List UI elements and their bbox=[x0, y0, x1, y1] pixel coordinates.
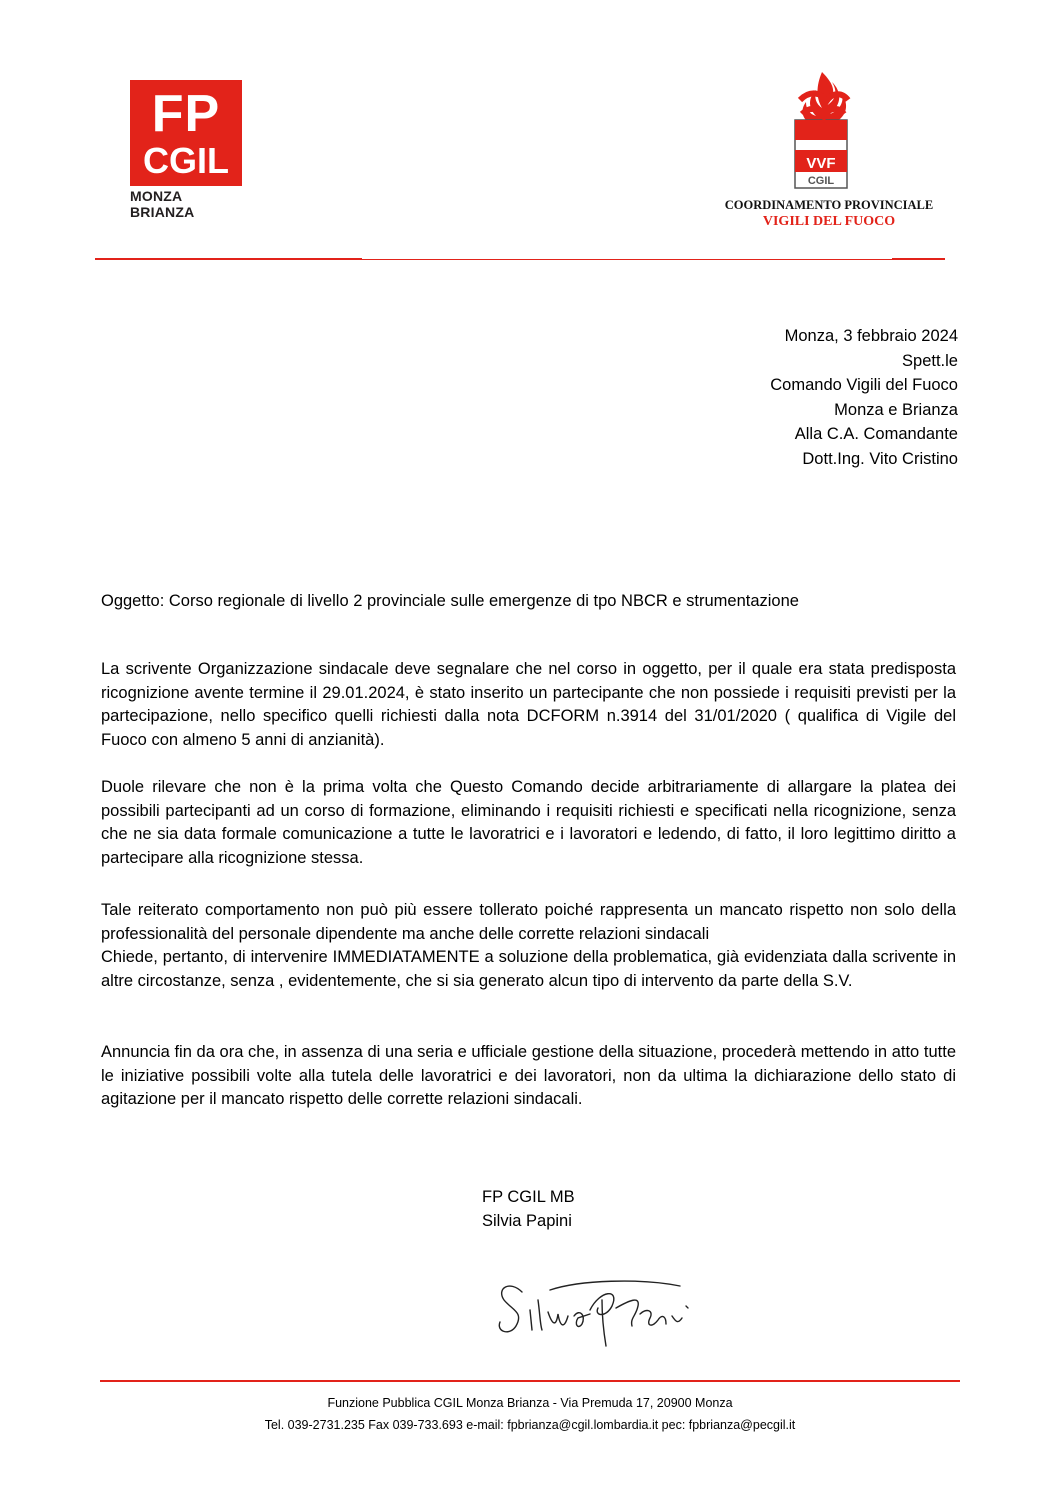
body-paragraph-3 bbox=[101, 899, 956, 993]
body-paragraph-2 bbox=[101, 776, 956, 870]
vvf-cgil-logo bbox=[792, 70, 852, 192]
footer-contacts: Tel. 039-2731.235 Fax 039-733.693 e-mail: fpbrianza@cgil.lombardia.it pec: fpbrianza@pecgil.it bbox=[264, 1418, 796, 1432]
address-line: Alla C.A. Comandante bbox=[794, 425, 958, 444]
subject-line: Oggetto: Corso regionale di livello 2 provinciale sulle emergenze di tpo NBCR e strumentazione bbox=[101, 592, 799, 610]
body-paragraph-1 bbox=[101, 658, 956, 752]
vvf-badge-text-top: VVF bbox=[806, 155, 836, 172]
header-divider-thin bbox=[362, 259, 892, 260]
signature-name: Silvia Papini bbox=[482, 1212, 572, 1230]
signature-scribble-icon bbox=[490, 1270, 710, 1350]
paragraph-text: Tale reiterato comportamento non può più essere tollerato poiché rappresenta un mancato rispetto non solo della professionalità del personale dipendente ma anche delle corrette relazioni sindacali bbox=[101, 901, 956, 943]
date-line: Monza, 3 febbraio 2024 bbox=[784, 327, 958, 345]
address-line: Dott.Ing. Vito Cristino bbox=[802, 449, 958, 468]
footer-divider bbox=[100, 1380, 960, 1382]
address-line: Spett.le bbox=[902, 351, 958, 370]
flame-badge-icon bbox=[792, 70, 852, 192]
recipient-address bbox=[600, 324, 958, 472]
vvf-badge-text-bottom: CGIL bbox=[807, 175, 835, 187]
signature-block bbox=[482, 1185, 575, 1233]
fp-cgil-logo bbox=[130, 80, 242, 186]
body-paragraph-4 bbox=[101, 1041, 956, 1112]
handwritten-signature bbox=[490, 1270, 710, 1350]
footer-address: Funzione Pubblica CGIL Monza Brianza - Via Premuda 17, 20900 Monza bbox=[327, 1396, 733, 1410]
fp-logo-subtitle: MONZA BRIANZA bbox=[130, 188, 195, 220]
paragraph-text: Chiede, pertanto, di intervenire IMMEDIATAMENTE a soluzione della problematica, già evidenziata dalla scrivente in altre circostanze, senza , evidentemente, che si sia generato alcun tipo di intervento da parte della S.V. bbox=[101, 948, 956, 990]
paragraph-text: La scrivente Organizzazione sindacale deve segnalare che nel corso in oggetto, per il quale era stata predisposta ricognizione avente termine il 29.01.2024, è stato inserito un partecipante che non possiede i requisiti previsti per la partecipazione, nello specifico quelli richiesti dalla nota DCFORM n.3914 del 31/01/2020 ( qualifica di Vigile del Fuoco con almeno 5 anni di anzianità). bbox=[101, 660, 956, 749]
vigili-title: VIGILI DEL FUOCO bbox=[762, 214, 896, 229]
fp-logo-line1: FP bbox=[151, 85, 221, 143]
address-line: Monza e Brianza bbox=[834, 400, 958, 419]
paragraph-text: Duole rilevare che non è la prima volta che Questo Comando decide arbitrariamente di allargare la platea dei possibili partecipanti ad un corso di formazione, eliminando i requisiti richiesti e specificati nella ricognizione, senza che ne sia data formale comunicazione a tutte le lavoratrici e i lavoratori e ledendo, di fatto, il loro legittimo diritto a partecipare alla ricognizione stessa. bbox=[101, 778, 956, 867]
fp-logo-line2: CGIL bbox=[143, 140, 229, 181]
coordinamento-title: COORDINAMENTO PROVINCIALE bbox=[724, 198, 934, 212]
paragraph-text: Annuncia fin da ora che, in assenza di una seria e ufficiale gestione della situazione, procederà mettendo in atto tutte le iniziative possibili volte alla tutela delle lavoratrici e dei lavoratori, non da ultima la dichiarazione dello stato di agitazione per il mancato rispetto delle corrette relazioni sindacali. bbox=[101, 1043, 956, 1108]
signature-org: FP CGIL MB bbox=[482, 1188, 575, 1206]
address-line: Comando Vigili del Fuoco bbox=[770, 376, 958, 395]
